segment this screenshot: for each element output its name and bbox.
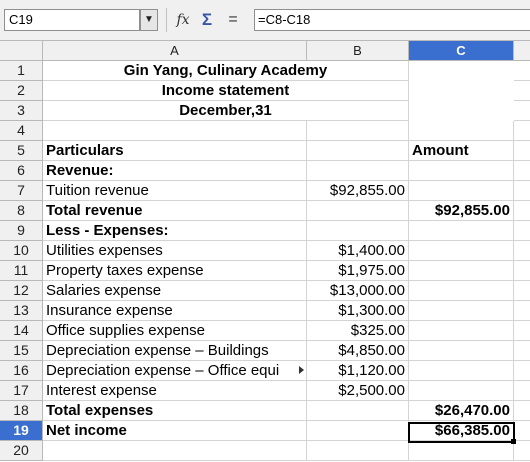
cell-c17[interactable] bbox=[409, 381, 514, 401]
row-header[interactable]: 7 bbox=[0, 181, 43, 201]
sheet-row bbox=[0, 261, 530, 281]
cell-c18[interactable]: $26,470.00 bbox=[409, 401, 514, 421]
cell-c10[interactable] bbox=[409, 241, 514, 261]
cell-a18[interactable]: Total expenses bbox=[43, 401, 307, 421]
cell-a17[interactable]: Interest expense bbox=[43, 381, 307, 401]
cell-d19[interactable] bbox=[514, 421, 530, 441]
cell-d5[interactable] bbox=[514, 141, 530, 161]
cell-c19-active[interactable]: $66,385.00 bbox=[409, 421, 514, 441]
cell-a3[interactable]: December,31 bbox=[43, 101, 409, 121]
cell-c20[interactable] bbox=[409, 441, 514, 461]
cell-b9[interactable] bbox=[307, 221, 409, 241]
cell-b15[interactable]: $4,850.00 bbox=[307, 341, 409, 361]
sheet-row bbox=[0, 221, 530, 241]
cell-d17[interactable] bbox=[514, 381, 530, 401]
cell-b6[interactable] bbox=[307, 161, 409, 181]
row-header[interactable]: 3 bbox=[0, 101, 43, 121]
sheet-row bbox=[0, 381, 530, 401]
row-header-selected[interactable]: 19 bbox=[0, 421, 43, 441]
function-wizard-icon[interactable]: 𝑓x bbox=[176, 12, 190, 28]
cell-a6[interactable]: Revenue: bbox=[43, 161, 307, 181]
cell-c15[interactable] bbox=[409, 341, 514, 361]
row-header[interactable]: 9 bbox=[0, 221, 43, 241]
sheet-row bbox=[0, 141, 530, 161]
cell-b10[interactable]: $1,400.00 bbox=[307, 241, 409, 261]
sheet-row bbox=[0, 281, 530, 301]
cell-a12[interactable]: Salaries expense bbox=[43, 281, 307, 301]
cell-c4[interactable] bbox=[409, 121, 514, 141]
cell-b20[interactable] bbox=[307, 441, 409, 461]
row-header[interactable]: 15 bbox=[0, 341, 43, 361]
sheet-row bbox=[0, 101, 530, 121]
cell-b17[interactable]: $2,500.00 bbox=[307, 381, 409, 401]
cell-a10[interactable]: Utilities expenses bbox=[43, 241, 307, 261]
row-header[interactable]: 16 bbox=[0, 361, 43, 381]
cell-c8[interactable]: $92,855.00 bbox=[409, 201, 514, 221]
cell-c6[interactable] bbox=[409, 161, 514, 181]
sheet-row bbox=[0, 401, 530, 421]
fill-handle[interactable] bbox=[511, 439, 516, 444]
cell-a4[interactable] bbox=[43, 121, 307, 141]
cell-d20[interactable] bbox=[514, 441, 530, 461]
cell-b13[interactable]: $1,300.00 bbox=[307, 301, 409, 321]
row-header[interactable]: 14 bbox=[0, 321, 43, 341]
sheet-row bbox=[0, 421, 530, 441]
cell-b12[interactable]: $13,000.00 bbox=[307, 281, 409, 301]
sheet-row bbox=[0, 121, 530, 141]
sheet-row bbox=[0, 441, 530, 461]
sheet-row bbox=[0, 341, 530, 361]
cell-a2[interactable]: Income statement bbox=[43, 81, 409, 101]
cell-d4[interactable] bbox=[514, 121, 530, 141]
cell-c13[interactable] bbox=[409, 301, 514, 321]
cell-b16[interactable]: $1,120.00 bbox=[307, 361, 409, 381]
cell-c5[interactable]: Amount bbox=[409, 141, 514, 161]
cell-a9[interactable]: Less - Expenses: bbox=[43, 221, 307, 241]
text-overflow-arrow-icon bbox=[299, 366, 304, 374]
name-box[interactable]: C19 bbox=[4, 9, 140, 31]
row-header[interactable]: 12 bbox=[0, 281, 43, 301]
row-header[interactable]: 1 bbox=[0, 61, 43, 81]
column-header-d[interactable] bbox=[514, 41, 530, 61]
column-header-b[interactable]: B bbox=[307, 41, 409, 61]
select-all-corner[interactable] bbox=[0, 41, 43, 61]
cell-d2[interactable] bbox=[514, 81, 530, 101]
cell-b18[interactable] bbox=[307, 401, 409, 421]
cell-a20[interactable] bbox=[43, 441, 307, 461]
cell-c14[interactable] bbox=[409, 321, 514, 341]
cell-d1[interactable] bbox=[514, 61, 530, 81]
cell-d7[interactable] bbox=[514, 181, 530, 201]
cell-d6[interactable] bbox=[514, 161, 530, 181]
column-header-c[interactable]: C bbox=[409, 41, 514, 61]
row-header[interactable]: 4 bbox=[0, 121, 43, 141]
row-header[interactable]: 20 bbox=[0, 441, 43, 461]
equals-icon[interactable]: = bbox=[228, 11, 238, 28]
cell-c9[interactable] bbox=[409, 221, 514, 241]
cell-c11[interactable] bbox=[409, 261, 514, 281]
cell-a11[interactable]: Property taxes expense bbox=[43, 261, 307, 281]
row-header[interactable]: 8 bbox=[0, 201, 43, 221]
cell-d13[interactable] bbox=[514, 301, 530, 321]
name-box-dropdown-icon[interactable]: ▼ bbox=[140, 9, 158, 31]
row-header[interactable]: 11 bbox=[0, 261, 43, 281]
formula-input[interactable]: =C8-C18 bbox=[254, 9, 530, 31]
row-header[interactable]: 5 bbox=[0, 141, 43, 161]
cell-c12[interactable] bbox=[409, 281, 514, 301]
cell-c7[interactable] bbox=[409, 181, 514, 201]
sum-icon[interactable]: Σ bbox=[201, 10, 213, 29]
cell-b19[interactable] bbox=[307, 421, 409, 441]
sheet-row bbox=[0, 241, 530, 261]
cell-b14[interactable]: $325.00 bbox=[307, 321, 409, 341]
sheet-row bbox=[0, 161, 530, 181]
cell-a13[interactable]: Insurance expense bbox=[43, 301, 307, 321]
sheet-row bbox=[0, 61, 530, 81]
cell-d15[interactable] bbox=[514, 341, 530, 361]
cell-b8[interactable] bbox=[307, 201, 409, 221]
cell-d11[interactable] bbox=[514, 261, 530, 281]
cell-a8[interactable]: Total revenue bbox=[43, 201, 307, 221]
cell-a15[interactable]: Depreciation expense – Buildings bbox=[43, 341, 307, 361]
cell-d18[interactable] bbox=[514, 401, 530, 421]
formula-bar bbox=[0, 0, 530, 41]
sheet-row bbox=[0, 301, 530, 321]
sheet-row bbox=[0, 201, 530, 221]
cell-d9[interactable] bbox=[514, 221, 530, 241]
cell-a5[interactable]: Particulars bbox=[43, 141, 307, 161]
cell-d3[interactable] bbox=[514, 101, 530, 121]
row-header[interactable]: 18 bbox=[0, 401, 43, 421]
cell-b7[interactable]: $92,855.00 bbox=[307, 181, 409, 201]
cell-a1[interactable]: Gin Yang, Culinary Academy bbox=[43, 61, 409, 81]
column-header-a[interactable]: A bbox=[43, 41, 307, 61]
cell-d10[interactable] bbox=[514, 241, 530, 261]
sheet-row bbox=[0, 181, 530, 201]
sheet-row bbox=[0, 81, 530, 101]
cell-d16[interactable] bbox=[514, 361, 530, 381]
cell-d14[interactable] bbox=[514, 321, 530, 341]
toolbar-separator bbox=[166, 8, 167, 32]
row-header[interactable]: 6 bbox=[0, 161, 43, 181]
cell-b5[interactable] bbox=[307, 141, 409, 161]
row-header[interactable]: 17 bbox=[0, 381, 43, 401]
cell-d12[interactable] bbox=[514, 281, 530, 301]
cell-d8[interactable] bbox=[514, 201, 530, 221]
cell-c16[interactable] bbox=[409, 361, 514, 381]
cell-a7[interactable]: Tuition revenue bbox=[43, 181, 307, 201]
row-header[interactable]: 10 bbox=[0, 241, 43, 261]
row-header[interactable]: 2 bbox=[0, 81, 43, 101]
row-header[interactable]: 13 bbox=[0, 301, 43, 321]
cell-b4[interactable] bbox=[307, 121, 409, 141]
cell-a16[interactable]: Depreciation expense – Office equi bbox=[43, 361, 307, 381]
sheet-row bbox=[0, 321, 530, 341]
cell-a19[interactable]: Net income bbox=[43, 421, 307, 441]
cell-a14[interactable]: Office supplies expense bbox=[43, 321, 307, 341]
cell-b11[interactable]: $1,975.00 bbox=[307, 261, 409, 281]
sheet-row bbox=[0, 361, 530, 381]
